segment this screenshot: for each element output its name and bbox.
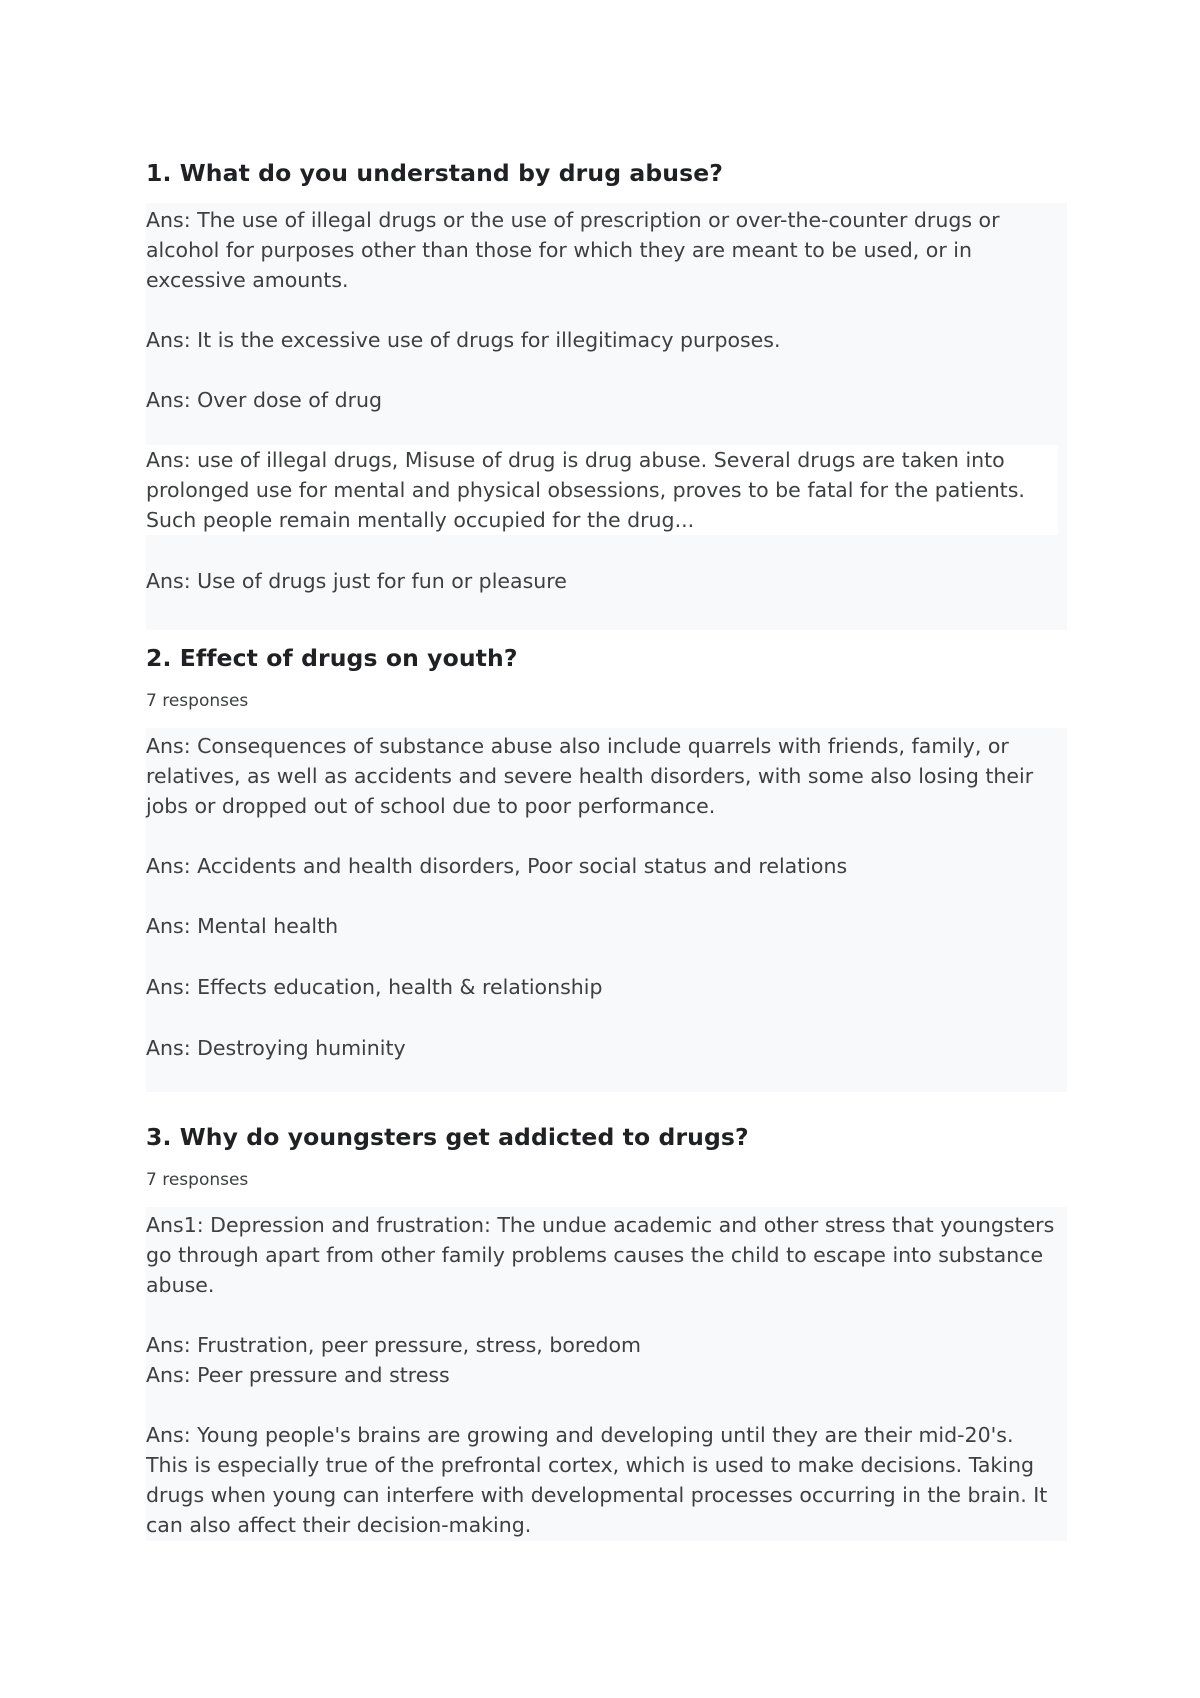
answer-1-4: Ans: use of illegal drugs, Misuse of drug is drug abuse. Several drugs are taken into prolonged use for mental and physical obsessions, proves to be fatal for the patients. Such people remain mentally occupied for the drug... bbox=[146, 445, 1058, 535]
answer-2-4: Ans: Effects education, health & relationship bbox=[146, 975, 603, 999]
answer-3-2: Ans: Frustration, peer pressure, stress, boredom bbox=[146, 1333, 641, 1357]
answer-2-1: Ans: Consequences of substance abuse also include quarrels with friends, family, or relatives, as well as accidents and severe health disorders, with some also losing their jobs or dropped out of school due to poor performance. bbox=[146, 734, 1034, 818]
answer-2-5: Ans: Destroying huminity bbox=[146, 1036, 406, 1060]
question-3-title: 3. Why do youngsters get addicted to drugs? bbox=[146, 1123, 749, 1151]
question-1-title: 1. What do you understand by drug abuse? bbox=[146, 159, 723, 187]
question-3-response-count: 7 responses bbox=[146, 1170, 249, 1190]
question-2-response-count: 7 responses bbox=[146, 691, 249, 711]
answer-1-5: Ans: Use of drugs just for fun or pleasure bbox=[146, 569, 567, 593]
question-3-answers bbox=[146, 1207, 1067, 1541]
question-2-title: 2. Effect of drugs on youth? bbox=[146, 644, 518, 672]
answer-1-2: Ans: It is the excessive use of drugs for illegitimacy purposes. bbox=[146, 328, 781, 352]
answer-1-3: Ans: Over dose of drug bbox=[146, 388, 383, 412]
answer-3-1: Ans1: Depression and frustration: The undue academic and other stress that youngsters go through apart from other family problems causes the child to escape into substance abuse. bbox=[146, 1213, 1055, 1297]
answer-2-3: Ans: Mental health bbox=[146, 914, 339, 938]
answer-2-2: Ans: Accidents and health disorders, Poor social status and relations bbox=[146, 854, 848, 878]
question-2-answers bbox=[146, 728, 1067, 1092]
answer-1-1: Ans: The use of illegal drugs or the use of prescription or over-the-counter drugs or alcohol for purposes other than those for which they are meant to be used, or in excessive amounts. bbox=[146, 208, 1000, 292]
question-1-answers bbox=[146, 203, 1067, 630]
answer-3-3: Ans: Peer pressure and stress bbox=[146, 1363, 450, 1387]
answer-3-4: Ans: Young people's brains are growing and developing until they are their mid-20's. This is especially true of the prefrontal cortex, which is used to make decisions. Taking drugs when young can interfere with developmental processes occurring in the brain. It can also affect their decision-making. bbox=[146, 1423, 1048, 1537]
